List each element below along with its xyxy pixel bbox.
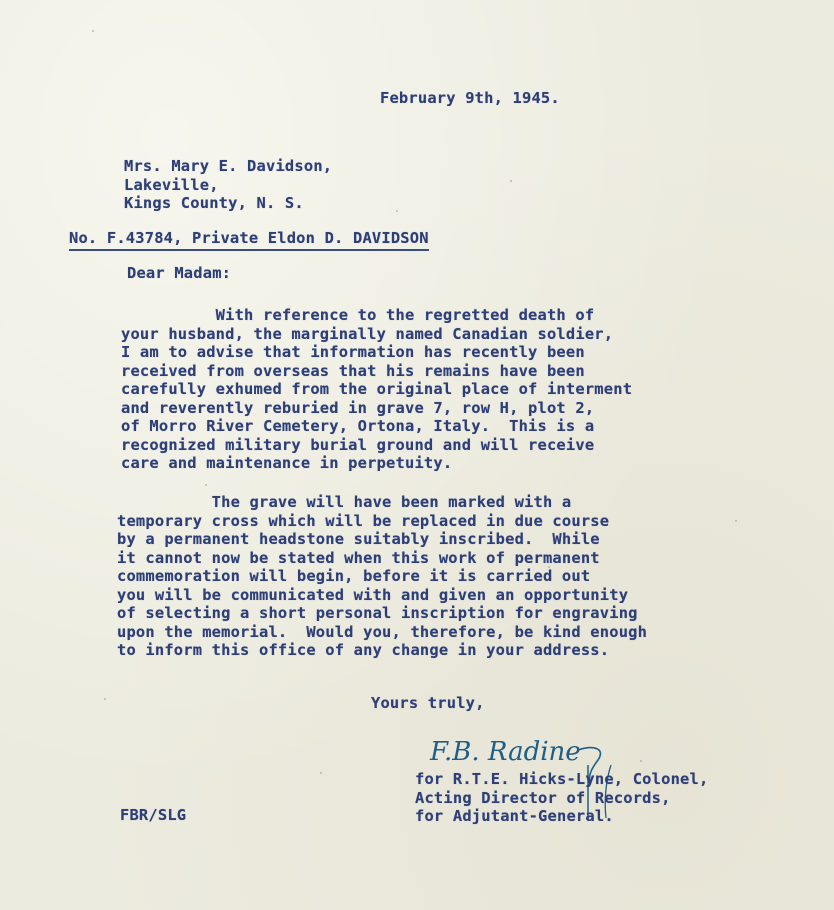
- text-line: to inform this office of any change in your address.: [117, 641, 610, 659]
- address-line: Mrs. Mary E. Davidson,: [124, 157, 333, 175]
- text-line: of Morro River Cemetery, Ortona, Italy. This is a: [121, 417, 595, 435]
- signature-text: F.B. Radine: [430, 737, 581, 767]
- text-line: your husband, the marginally named Canadian soldier,: [121, 324, 614, 343]
- letter-date: February 9th, 1945.: [380, 89, 560, 107]
- signature-block: [415, 770, 708, 826]
- text-line: of selecting a short personal inscription for engraving: [117, 604, 638, 622]
- text-line: it cannot now be stated when this work of permanent: [117, 548, 600, 567]
- text-line: temporary cross which will be replaced in due course: [117, 511, 610, 530]
- text-line: by a permanent headstone suitably inscribed. While: [117, 530, 600, 548]
- closing: Yours truly,: [371, 694, 485, 712]
- text-line: carefully exhumed from the original place of interment: [121, 380, 633, 398]
- typist-initials: FBR/SLG: [120, 806, 187, 824]
- text-line: upon the memorial. Would you, therefore, be kind enough: [117, 622, 648, 641]
- text-line: and reverently reburied in grave 7, row H, plot 2,: [121, 398, 595, 417]
- address-line: Kings County, N. S.: [124, 194, 304, 212]
- text-line: commemoration will begin, before it is carried out: [117, 567, 591, 585]
- body-paragraph-1: [121, 306, 632, 473]
- text-line: I am to advise that information has recently been: [121, 343, 585, 361]
- body-paragraph-2: [117, 493, 647, 660]
- text-line: received from overseas that his remains have been: [121, 361, 585, 380]
- salutation: Dear Madam:: [127, 264, 232, 282]
- address-line: Lakeville,: [124, 175, 219, 194]
- recipient-address: [124, 157, 332, 213]
- text-line: care and maintenance in perpetuity.: [121, 454, 453, 472]
- signature-line: for R.T.E. Hicks-Lyne, Colonel,: [415, 770, 709, 788]
- text-line: The grave will have been marked with a: [117, 493, 572, 511]
- reference-line: No. F.43784, Private Eldon D. DAVIDSON: [69, 229, 429, 251]
- text-line: recognized military burial ground and will receive: [121, 435, 595, 454]
- text-line: you will be communicated with and given an opportunity: [117, 585, 629, 604]
- signature-line: Acting Director of Records,: [415, 788, 671, 807]
- text-line: With reference to the regretted death of: [121, 306, 595, 324]
- signature-line: for Adjutant-General.: [415, 807, 614, 825]
